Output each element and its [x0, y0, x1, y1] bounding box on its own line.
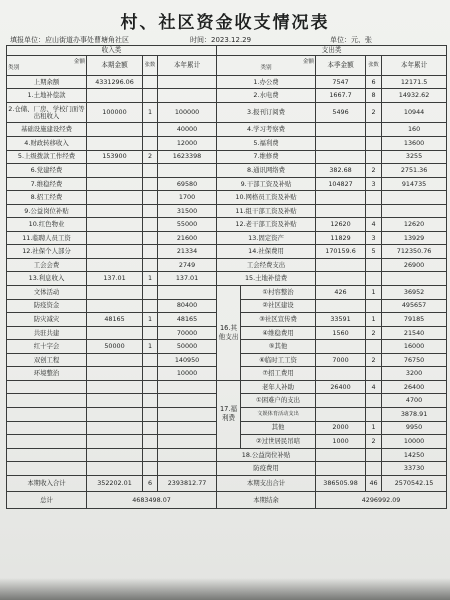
- income-annual-header: 本年累计: [158, 56, 217, 76]
- table-row: [7, 231, 447, 245]
- income-category-cell: [7, 394, 87, 408]
- expense-count-cell: [366, 191, 382, 205]
- expense-annual-header: 本年累计: [382, 56, 447, 76]
- expense-category-cell: 工会经费支出: [217, 258, 316, 272]
- income-annual-cell: 1623398: [158, 150, 217, 164]
- income-annual-cell: 40000: [158, 123, 217, 137]
- income-category-cell: 双创工程: [7, 353, 87, 367]
- expense-category-cell: 15.土地补偿费: [217, 272, 316, 286]
- expense-annual-cell: 12620: [382, 218, 447, 232]
- expense-current-cell: 1000: [316, 435, 366, 449]
- income-current-cell: [87, 367, 143, 381]
- income-count-cell: 2: [143, 150, 158, 164]
- expense-annual-cell: 14932.62: [382, 89, 447, 103]
- expense-current-cell: [316, 448, 366, 462]
- income-annual-cell: 80400: [158, 299, 217, 313]
- section-header-row: [7, 46, 447, 56]
- expense-count-cell: 2: [366, 326, 382, 340]
- expense-current-cell: 170159.6: [316, 245, 366, 259]
- expense-current-cell: [316, 299, 366, 313]
- expense-category-cell: 其他: [241, 421, 316, 435]
- income-category-cell: 文体活动: [7, 286, 87, 300]
- expense-category-cell: 12.老干部工资及补贴: [217, 218, 316, 232]
- income-current-cell: [87, 462, 143, 476]
- income-count-cell: [143, 326, 158, 340]
- expense-current-cell: [316, 367, 366, 381]
- expense-category-cell: 13.固定资产: [217, 231, 316, 245]
- income-annual-cell: 21334: [158, 245, 217, 259]
- income-annual-cell: [158, 421, 217, 435]
- expense-count-cell: [366, 123, 382, 137]
- income-current-cell: [87, 231, 143, 245]
- income-count-cell: [143, 367, 158, 381]
- table-row: [7, 245, 447, 259]
- expense-annual-cell: 10944: [382, 102, 447, 123]
- expense-count-cell: [366, 299, 382, 313]
- expense-current-cell: [316, 340, 366, 354]
- expense-current-cell: [316, 258, 366, 272]
- income-current-cell: 153900: [87, 150, 143, 164]
- income-category-cell: 上期余额: [7, 75, 87, 89]
- table-row: [7, 286, 447, 300]
- expense-annual-cell: 36952: [382, 286, 447, 300]
- income-count-cell: [143, 177, 158, 191]
- income-category-cell: 基础设施建设经费: [7, 123, 87, 137]
- expense-category-cell: 5.福利费: [217, 137, 316, 151]
- expense-current-cell: 12620: [316, 218, 366, 232]
- expense-annual-cell: 79185: [382, 313, 447, 327]
- income-category-cell: 11.临聘人员工资: [7, 231, 87, 245]
- expense-annual-cell: 3200: [382, 367, 447, 381]
- expense-category-cell: ⑥临时工工资: [241, 353, 316, 367]
- expense-annual-cell: 160: [382, 123, 447, 137]
- expense-annual-cell: 9950: [382, 421, 447, 435]
- expense-annual-cell: 2751.36: [382, 164, 447, 178]
- income-current-cell: [87, 421, 143, 435]
- income-current-cell: 48165: [87, 313, 143, 327]
- table-body: [7, 46, 447, 509]
- income-count-cell: [143, 191, 158, 205]
- income-annual-cell: 48165: [158, 313, 217, 327]
- expense-current-cell: 5496: [316, 102, 366, 123]
- income-annual-cell: 140950: [158, 353, 217, 367]
- income-annual-cell: [158, 380, 217, 394]
- expense-category-cell: 8.通讯网络费: [217, 164, 316, 178]
- expense-count-cell: [366, 340, 382, 354]
- expense-category-cell: ②过世居民吊唁: [241, 435, 316, 449]
- income-count-cell: 1: [143, 102, 158, 123]
- income-annual-cell: 12000: [158, 137, 217, 151]
- income-category-cell: 4.财政转移收入: [7, 137, 87, 151]
- expense-count-cell: 3: [366, 177, 382, 191]
- expense-current-cell: 1560: [316, 326, 366, 340]
- income-count-header: 张数: [143, 56, 158, 76]
- other-expenses-group-label: 16.其他支出: [217, 286, 241, 381]
- table-row: [7, 462, 447, 476]
- expense-category-cell: ④维稳费用: [241, 326, 316, 340]
- expense-current-cell: 7547: [316, 75, 366, 89]
- expense-section-header: 支出类: [217, 46, 447, 56]
- table-row: [7, 89, 447, 103]
- expense-annual-cell: 16000: [382, 340, 447, 354]
- income-count-cell: [143, 299, 158, 313]
- income-current-cell: [87, 286, 143, 300]
- expense-category-cell: 11.组干部工资及补贴: [217, 204, 316, 218]
- expense-category-cell: 9.干部工资及补贴: [217, 177, 316, 191]
- expense-count-cell: [366, 394, 382, 408]
- expense-category-cell: ③社区宣传费: [241, 313, 316, 327]
- income-count-cell: [143, 462, 158, 476]
- expense-count-cell: [366, 137, 382, 151]
- balance-label: 本期结余: [217, 492, 316, 509]
- expense-count-cell: 2: [366, 102, 382, 123]
- expense-current-cell: [316, 462, 366, 476]
- period-totals-row: [7, 475, 447, 491]
- income-count-cell: [143, 380, 158, 394]
- income-count-cell: [143, 164, 158, 178]
- expense-category-cell: 防疫费用: [217, 462, 316, 476]
- income-current-cell: [87, 177, 143, 191]
- expense-count-cell: [366, 407, 382, 421]
- column-header-row: [7, 56, 447, 76]
- income-category-cell: 10.红色物业: [7, 218, 87, 232]
- expense-category-cell: 4.学习考察费: [217, 123, 316, 137]
- income-current-cell: [87, 435, 143, 449]
- expense-category-cell: 1.办公费: [217, 75, 316, 89]
- income-category-cell: 1.土地补偿款: [7, 89, 87, 103]
- income-annual-cell: 69580: [158, 177, 217, 191]
- income-current-cell: [87, 407, 143, 421]
- expense-current-cell: 426: [316, 286, 366, 300]
- income-annual-cell: 55000: [158, 218, 217, 232]
- income-total-label: 本期收入合计: [7, 475, 87, 491]
- income-count-cell: [143, 286, 158, 300]
- income-annual-cell: 1700: [158, 191, 217, 205]
- expense-current-cell: [316, 123, 366, 137]
- table-row: [7, 123, 447, 137]
- income-total-annual: 2393812.77: [158, 475, 217, 491]
- expense-total-label: 本期支出合计: [217, 475, 316, 491]
- income-category-cell: [7, 448, 87, 462]
- income-count-cell: 1: [143, 272, 158, 286]
- income-category-cell: 8.招工经费: [7, 191, 87, 205]
- income-count-cell: [143, 245, 158, 259]
- income-current-cell: [87, 299, 143, 313]
- income-category-cell: 13.利息收入: [7, 272, 87, 286]
- income-count-cell: 1: [143, 313, 158, 327]
- expense-annual-cell: 3255: [382, 150, 447, 164]
- table-row: [7, 218, 447, 232]
- expense-count-header: 张数: [366, 56, 382, 76]
- currency-unit: 单位：元、张: [330, 36, 372, 44]
- income-category-cell: 红十字会: [7, 340, 87, 354]
- expense-count-cell: 3: [366, 231, 382, 245]
- income-category-cell: [7, 407, 87, 421]
- expense-total-count: 46: [366, 475, 382, 491]
- expense-count-cell: 5: [366, 245, 382, 259]
- income-annual-cell: [158, 462, 217, 476]
- income-category-cell: [7, 462, 87, 476]
- income-annual-cell: 50000: [158, 340, 217, 354]
- income-annual-cell: [158, 407, 217, 421]
- expense-category-cell: ②社区建设: [241, 299, 316, 313]
- expense-count-cell: [366, 448, 382, 462]
- income-total-amount: 352202.01: [87, 475, 143, 491]
- expense-count-cell: 6: [366, 75, 382, 89]
- income-count-cell: [143, 421, 158, 435]
- table-row: [7, 272, 447, 286]
- income-count-cell: [143, 123, 158, 137]
- income-annual-cell: 2749: [158, 258, 217, 272]
- photo-bottom-shadow: [0, 578, 450, 600]
- expense-count-cell: 2: [366, 164, 382, 178]
- expense-count-cell: [366, 462, 382, 476]
- income-current-cell: [87, 137, 143, 151]
- income-count-cell: [143, 435, 158, 449]
- expense-count-cell: 1: [366, 286, 382, 300]
- expense-current-cell: [316, 137, 366, 151]
- income-annual-cell: [158, 394, 217, 408]
- expense-count-cell: 1: [366, 421, 382, 435]
- expense-current-cell: 33591: [316, 313, 366, 327]
- income-current-cell: 50000: [87, 340, 143, 354]
- expense-category-cell: 老年人补助: [241, 380, 316, 394]
- expense-annual-cell: 33730: [382, 462, 447, 476]
- income-current-cell: [87, 191, 143, 205]
- income-category-header: 金额 类别: [7, 56, 87, 76]
- expense-count-cell: [366, 204, 382, 218]
- income-category-cell: 12.社保个人部分: [7, 245, 87, 259]
- income-count-cell: [143, 407, 158, 421]
- expense-count-cell: [366, 150, 382, 164]
- income-category-cell: 防灾减灾: [7, 313, 87, 327]
- expense-category-cell: ⑤其他: [241, 340, 316, 354]
- income-current-cell: [87, 123, 143, 137]
- income-category-cell: 7.维稳经费: [7, 177, 87, 191]
- expense-current-cell: 7000: [316, 353, 366, 367]
- income-category-cell: [7, 380, 87, 394]
- table-row: [7, 137, 447, 151]
- expense-total-amount: 386505.98: [316, 475, 366, 491]
- income-annual-cell: [158, 435, 217, 449]
- income-current-cell: [87, 394, 143, 408]
- income-current-cell: 137.01: [87, 272, 143, 286]
- finance-table: [6, 45, 446, 509]
- expense-count-cell: 2: [366, 435, 382, 449]
- balance-value: 4296992.09: [316, 492, 447, 509]
- income-annual-cell: 10000: [158, 367, 217, 381]
- expense-current-cell: [316, 204, 366, 218]
- expense-category-cell: 14.社保费用: [217, 245, 316, 259]
- expense-category-cell: 10.网格员工资及补贴: [217, 191, 316, 205]
- income-category-cell: 环境整治: [7, 367, 87, 381]
- table-row: [7, 191, 447, 205]
- expense-annual-cell: 10000: [382, 435, 447, 449]
- income-count-cell: [143, 137, 158, 151]
- expense-count-cell: 8: [366, 89, 382, 103]
- expense-annual-cell: [382, 204, 447, 218]
- income-current-cell: [87, 353, 143, 367]
- grand-total-label: 总计: [7, 492, 87, 509]
- expense-current-cell: 2000: [316, 421, 366, 435]
- expense-annual-cell: 26400: [382, 380, 447, 394]
- expense-annual-cell: 495657: [382, 299, 447, 313]
- expense-current-cell: 104827: [316, 177, 366, 191]
- income-category-cell: 9.公益岗位补贴: [7, 204, 87, 218]
- table-row: [7, 75, 447, 89]
- expense-annual-cell: 4700: [382, 394, 447, 408]
- expense-annual-cell: 26900: [382, 258, 447, 272]
- income-count-cell: 1: [143, 340, 158, 354]
- expense-annual-cell: [382, 191, 447, 205]
- income-category-cell: 6.党建经费: [7, 164, 87, 178]
- income-category-cell: 防疫资金: [7, 299, 87, 313]
- expense-current-cell: [316, 407, 366, 421]
- income-category-cell: 2.仓储、厂房、学校门面等出租收入: [7, 102, 87, 123]
- expense-annual-cell: 14250: [382, 448, 447, 462]
- income-total-count: 6: [143, 475, 158, 491]
- expense-category-cell: ①困难户的支出: [241, 394, 316, 408]
- expense-annual-cell: 712350.76: [382, 245, 447, 259]
- expense-annual-cell: 12171.5: [382, 75, 447, 89]
- income-annual-cell: 21600: [158, 231, 217, 245]
- income-annual-cell: 100000: [158, 102, 217, 123]
- income-section-header: 收入类: [7, 46, 217, 56]
- document-title: 村、社区资金收支情况表: [120, 13, 330, 33]
- income-count-cell: [143, 204, 158, 218]
- income-annual-cell: [158, 75, 217, 89]
- income-annual-cell: [158, 164, 217, 178]
- expense-count-cell: [366, 258, 382, 272]
- expense-current-cell: 1667.7: [316, 89, 366, 103]
- expense-current-cell: 11829: [316, 231, 366, 245]
- income-category-cell: [7, 435, 87, 449]
- income-current-cell: [87, 204, 143, 218]
- grand-total-value: 4683498.07: [87, 492, 217, 509]
- expense-category-cell: 文娱体育活动支出: [241, 407, 316, 421]
- grand-total-row: [7, 492, 447, 509]
- income-category-cell: 共驻共建: [7, 326, 87, 340]
- expense-current-cell: 382.68: [316, 164, 366, 178]
- income-current-cell: 100000: [87, 102, 143, 123]
- income-count-cell: [143, 394, 158, 408]
- table-row: [7, 150, 447, 164]
- expense-annual-cell: [382, 272, 447, 286]
- income-annual-cell: 137.01: [158, 272, 217, 286]
- expense-annual-cell: 13600: [382, 137, 447, 151]
- expense-category-cell: ①村容整治: [241, 286, 316, 300]
- income-current-header: 本期金额: [87, 56, 143, 76]
- income-count-cell: [143, 75, 158, 89]
- table-row: [7, 102, 447, 123]
- expense-count-cell: 4: [366, 218, 382, 232]
- table-row: [7, 380, 447, 394]
- expense-count-cell: 2: [366, 353, 382, 367]
- table-row: [7, 164, 447, 178]
- income-current-cell: [87, 164, 143, 178]
- income-current-cell: [87, 218, 143, 232]
- expense-current-cell: [316, 191, 366, 205]
- expense-count-cell: 4: [366, 380, 382, 394]
- income-annual-cell: 31500: [158, 204, 217, 218]
- table-row: [7, 204, 447, 218]
- expense-current-cell: [316, 272, 366, 286]
- income-current-cell: 4331296.06: [87, 75, 143, 89]
- income-current-cell: [87, 89, 143, 103]
- expense-total-annual: 2570542.15: [382, 475, 447, 491]
- expense-annual-cell: 13929: [382, 231, 447, 245]
- expense-annual-cell: 914735: [382, 177, 447, 191]
- income-annual-cell: [158, 286, 217, 300]
- expense-count-cell: 1: [366, 313, 382, 327]
- expense-current-cell: 26400: [316, 380, 366, 394]
- income-current-cell: [87, 380, 143, 394]
- income-category-cell: [7, 421, 87, 435]
- table-row: [7, 177, 447, 191]
- income-current-cell: [87, 245, 143, 259]
- expense-current-header: 本季金额: [316, 56, 366, 76]
- expense-category-cell: ⑦招工费用: [241, 367, 316, 381]
- income-current-cell: [87, 326, 143, 340]
- expense-category-header: 金额 类别: [217, 56, 316, 76]
- income-count-cell: [143, 218, 158, 232]
- income-annual-cell: [158, 89, 217, 103]
- expense-annual-cell: 3878.91: [382, 407, 447, 421]
- expense-annual-cell: 21540: [382, 326, 447, 340]
- expense-category-cell: 3.报刊订阅费: [217, 102, 316, 123]
- income-current-cell: [87, 258, 143, 272]
- expense-current-cell: [316, 394, 366, 408]
- income-current-cell: [87, 448, 143, 462]
- expense-category-cell: 18.公益岗位补贴: [217, 448, 316, 462]
- table-row: [7, 258, 447, 272]
- expense-category-cell: 2.水电费: [217, 89, 316, 103]
- income-category-cell: 5.上级拨款工作经费: [7, 150, 87, 164]
- table-row: [7, 448, 447, 462]
- income-count-cell: [143, 89, 158, 103]
- income-annual-cell: 70000: [158, 326, 217, 340]
- expense-annual-cell: 76750: [382, 353, 447, 367]
- reporting-unit: 填报单位：应山街道办事处曹塘角社区: [10, 36, 129, 44]
- income-count-cell: [143, 448, 158, 462]
- income-count-cell: [143, 231, 158, 245]
- income-annual-cell: [158, 448, 217, 462]
- report-date: 时间：2023.12.29: [190, 36, 252, 44]
- welfare-group-label: 17.福利费: [217, 380, 241, 448]
- income-category-cell: 工会会费: [7, 258, 87, 272]
- income-count-cell: [143, 258, 158, 272]
- expense-current-cell: [316, 150, 366, 164]
- expense-count-cell: [366, 272, 382, 286]
- expense-count-cell: [366, 367, 382, 381]
- income-count-cell: [143, 353, 158, 367]
- expense-category-cell: 7.维修费: [217, 150, 316, 164]
